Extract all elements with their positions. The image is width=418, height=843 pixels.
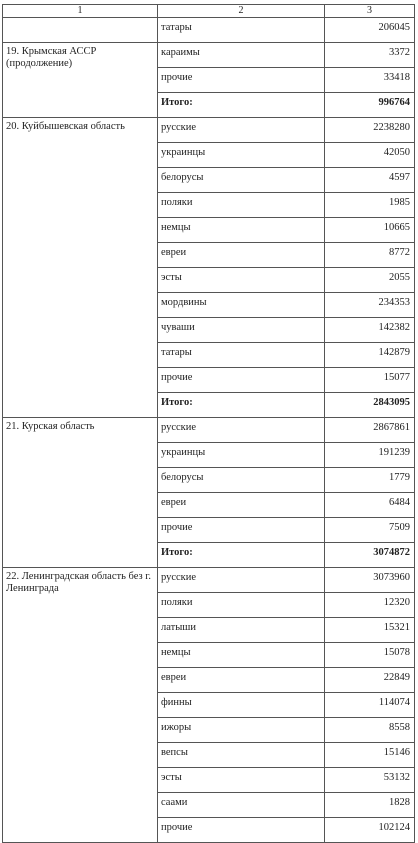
population-value: 102124	[325, 818, 415, 843]
ethnicity-cell: прочие	[158, 68, 325, 93]
ethnicity-cell: русские	[158, 568, 325, 593]
population-value: 7509	[325, 518, 415, 543]
ethnicity-cell: евреи	[158, 493, 325, 518]
table-row	[3, 118, 415, 143]
total-label: Итого:	[158, 543, 325, 568]
population-value: 114074	[325, 693, 415, 718]
ethnicity-cell: эсты	[158, 268, 325, 293]
ethnicity-cell: украинцы	[158, 443, 325, 468]
region-cell: 22. Ленинградская область без г. Ленинграда	[3, 568, 158, 843]
population-value: 6484	[325, 493, 415, 518]
ethnicity-cell: русские	[158, 118, 325, 143]
ethnicity-cell: белорусы	[158, 468, 325, 493]
population-value: 42050	[325, 143, 415, 168]
ethnicity-cell: прочие	[158, 368, 325, 393]
ethnicity-cell: саами	[158, 793, 325, 818]
ethnicity-cell: немцы	[158, 643, 325, 668]
population-value: 22849	[325, 668, 415, 693]
total-value: 996764	[325, 93, 415, 118]
population-value: 2055	[325, 268, 415, 293]
total-value: 2843095	[325, 393, 415, 418]
ethnicity-cell: татары	[158, 18, 325, 43]
ethnicity-cell: татары	[158, 343, 325, 368]
population-value: 53132	[325, 768, 415, 793]
population-value: 3073960	[325, 568, 415, 593]
ethnicity-cell: прочие	[158, 818, 325, 843]
ethnicity-cell: вепсы	[158, 743, 325, 768]
population-value: 8772	[325, 243, 415, 268]
population-value: 2238280	[325, 118, 415, 143]
table-row	[3, 418, 415, 443]
population-value: 15077	[325, 368, 415, 393]
population-value: 15078	[325, 643, 415, 668]
ethnicity-cell: евреи	[158, 243, 325, 268]
header-row	[3, 5, 415, 18]
population-table	[2, 4, 415, 843]
population-value: 10665	[325, 218, 415, 243]
region-cell: 19. Крымская АССР (продолжение)	[3, 43, 158, 118]
population-value: 12320	[325, 593, 415, 618]
column-header-3: 3	[325, 5, 415, 18]
table-row	[3, 43, 415, 68]
ethnicity-cell: прочие	[158, 518, 325, 543]
population-value: 15321	[325, 618, 415, 643]
ethnicity-cell: эсты	[158, 768, 325, 793]
population-value: 1779	[325, 468, 415, 493]
region-cell: 21. Курская область	[3, 418, 158, 568]
table-body	[3, 18, 415, 843]
ethnicity-cell: чуваши	[158, 318, 325, 343]
region-cell	[3, 18, 158, 43]
population-value: 8558	[325, 718, 415, 743]
population-value: 15146	[325, 743, 415, 768]
ethnicity-cell: поляки	[158, 593, 325, 618]
population-value: 2867861	[325, 418, 415, 443]
population-value: 3372	[325, 43, 415, 68]
ethnicity-cell: белорусы	[158, 168, 325, 193]
total-value: 3074872	[325, 543, 415, 568]
population-value: 33418	[325, 68, 415, 93]
total-label: Итого:	[158, 393, 325, 418]
population-value: 1828	[325, 793, 415, 818]
ethnicity-cell: финны	[158, 693, 325, 718]
table-row	[3, 568, 415, 593]
table-row	[3, 18, 415, 43]
population-value: 191239	[325, 443, 415, 468]
total-label: Итого:	[158, 93, 325, 118]
ethnicity-cell: караимы	[158, 43, 325, 68]
ethnicity-cell: ижоры	[158, 718, 325, 743]
region-cell: 20. Куйбышевская область	[3, 118, 158, 418]
population-value: 234353	[325, 293, 415, 318]
population-value: 142382	[325, 318, 415, 343]
population-value: 142879	[325, 343, 415, 368]
population-value: 4597	[325, 168, 415, 193]
column-header-1: 1	[3, 5, 158, 18]
column-header-2: 2	[158, 5, 325, 18]
ethnicity-cell: немцы	[158, 218, 325, 243]
ethnicity-cell: украинцы	[158, 143, 325, 168]
ethnicity-cell: евреи	[158, 668, 325, 693]
ethnicity-cell: русские	[158, 418, 325, 443]
ethnicity-cell: поляки	[158, 193, 325, 218]
population-value: 206045	[325, 18, 415, 43]
population-value: 1985	[325, 193, 415, 218]
ethnicity-cell: мордвины	[158, 293, 325, 318]
ethnicity-cell: латыши	[158, 618, 325, 643]
